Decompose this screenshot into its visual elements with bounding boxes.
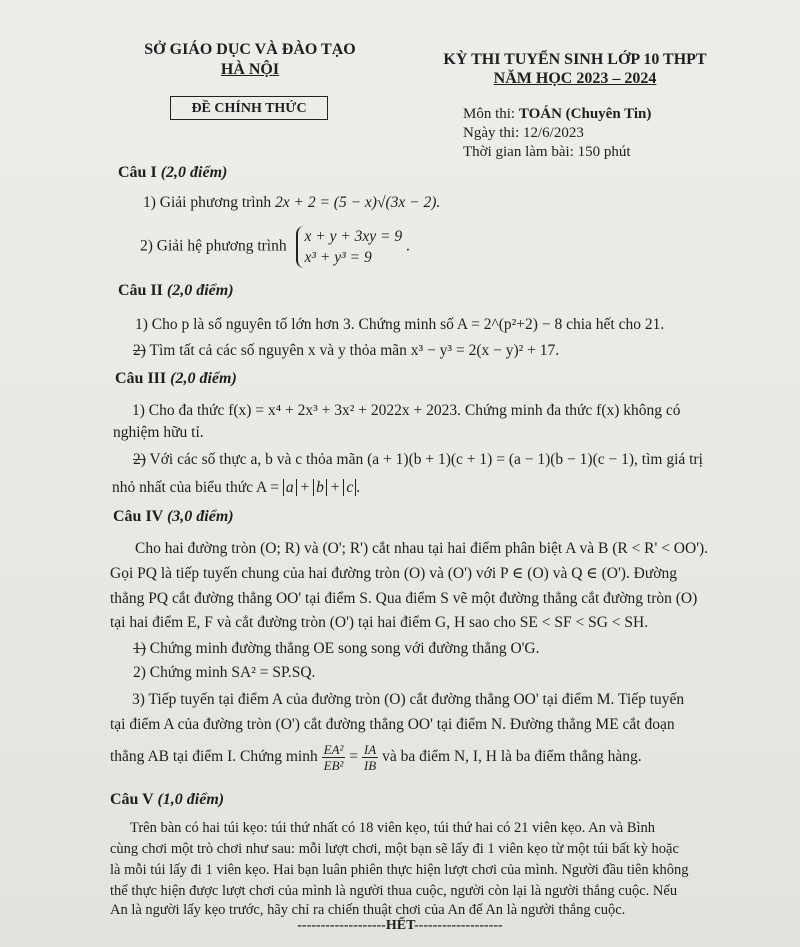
question-3-part-2-cont: nhỏ nhất của biểu thức A = a + b + c . (112, 479, 361, 496)
pencil-mark: 1) (133, 640, 146, 657)
date-line: Ngày thi: 12/6/2023 (463, 125, 584, 141)
question-5-line-1: Trên bàn có hai túi kẹo: túi thứ nhất có 18 viên kẹo, túi thứ hai có 21 viên kẹo. An và Bình (130, 820, 656, 836)
question-4-intro-2: Gọi PQ là tiếp tuyến chung của hai đường tròn (O) và (O') với P ∈ (O) và Q ∈ (O'). Đường (110, 565, 677, 582)
subject-line: Môn thi: TOÁN (Chuyên Tin) (463, 106, 652, 122)
time-line: Thời gian làm bài: 150 phút (463, 144, 631, 160)
question-4-part-2: 2) Chứng minh SA² = SP.SQ. (133, 664, 316, 681)
pencil-mark: 2) (133, 451, 146, 468)
fraction-ia-ib: $\frac{IA}{IB}$ (363, 742, 377, 773)
fraction-ea-eb: $\frac{\text{EA²}}{\text{EB²}}$ (323, 742, 344, 773)
question-5-title: Câu V (1,0 điểm) (110, 791, 225, 808)
question-5-line-4: thể thực hiện được lượt chơi của mình là người thua cuộc, người còn lại là người thắng cuộc. Nếu (110, 883, 678, 899)
question-3-title: Câu III (2,0 điểm) (115, 370, 237, 387)
department-city: HÀ NỘI (220, 61, 280, 78)
question-4-intro-1: Cho hai đường tròn (O; R) và (O'; R') cắt nhau tại hai điểm phân biệt A và B (R < R' < OO'). (135, 540, 709, 557)
question-1-part-1: 1) Giải phương trình 2x + 2 = (5 − x)√(3x − 2). (143, 194, 441, 211)
question-4-part-3: 3) Tiếp tuyến tại điểm A của đường tròn (O) cắt đường thẳng OO' tại điểm M. Tiếp tuyến (132, 691, 685, 708)
question-4-part-3-cont: tại điểm A của đường tròn (O') cắt đường thẳng OO' tại điểm N. Đường thẳng ME cắt đoạn (110, 716, 675, 733)
question-3-part-1-cont: nghiệm hữu tỉ. (113, 424, 204, 441)
exam-title: KỲ THI TUYỂN SINH LỚP 10 THPT (443, 51, 707, 68)
question-1-part-2: 2) Giải hệ phương trình x + y + 3xy = 9 x³ + y³ = 9 . (140, 228, 410, 266)
department-name: SỞ GIÁO DỤC VÀ ĐÀO TẠO (144, 41, 356, 58)
school-year: NĂM HỌC 2023 – 2024 (493, 70, 657, 87)
question-1-title: Câu I (2,0 điểm) (118, 164, 228, 181)
exam-info (463, 105, 651, 162)
official-badge: ĐỀ CHÍNH THỨC (170, 96, 328, 120)
question-2-part-1: 1) Cho p là số nguyên tố lớn hơn 3. Chứng minh số A = 2^(p²+2) − 8 chia hết cho 21. (135, 316, 665, 333)
equation-system: x + y + 3xy = 9 x³ + y³ = 9 (296, 226, 402, 268)
question-2-title: Câu II (2,0 điểm) (118, 282, 234, 299)
question-4-part-1: 1) Chứng minh đường thẳng OE song song với đường thẳng O'G. (133, 640, 540, 657)
pencil-mark: 2) (133, 342, 146, 359)
question-5-line-2: cùng chơi một trò chơi như sau: mỗi lượt chơi, một bạn sẽ lấy đi 1 viên kẹo từ một túi bất kỳ hoặc (110, 841, 679, 857)
end-marker: -------------------HẾT------------------- (297, 918, 503, 933)
question-4-part-3-end: thẳng AB tại điểm I. Chứng minh $\frac{\text{EA²}}{\text{EB²}}$ = $\frac{IA}{IB}$ và ba điểm N, I, H là ba điểm thẳng hàng. (110, 742, 642, 773)
question-4-intro-3: thẳng PQ cắt đường thẳng OO' tại điểm S. Qua điểm S vẽ một đường thẳng cắt đường tròn (O) (110, 590, 698, 607)
equation-1: 2x + 2 = (5 − x)√(3x − 2). (274, 194, 441, 211)
question-3-part-2: 2) Với các số thực a, b và c thỏa mãn (a + 1)(b + 1)(c + 1) = (a − 1)(b − 1)(c − 1), tìm giá trị (133, 451, 703, 468)
question-4-title: Câu IV (3,0 điểm) (113, 508, 234, 525)
department-header (120, 40, 380, 80)
question-5-line-3: là mỗi túi lấy đi 1 viên kẹo. Hai bạn luân phiên thực hiện lượt chơi của mình. Người đầu tiên không (110, 862, 689, 878)
exam-header (410, 50, 740, 88)
question-2-part-2: 2) Tìm tất cả các số nguyên x và y thỏa mãn x³ − y³ = 2(x − y)² + 17. (133, 342, 560, 359)
question-5-line-5: An là người lấy kẹo trước, hãy chỉ ra chiến thuật chơi của An để An là người thắng cuộc. (110, 902, 626, 918)
question-4-intro-4: tại hai điểm E, F và cắt đường tròn (O') tại hai điểm G, H sao cho SE < SF < SG < SH. (110, 614, 649, 631)
subject-value: TOÁN (Chuyên Tin) (518, 106, 652, 122)
question-3-part-1: 1) Cho đa thức f(x) = x⁴ + 2x³ + 3x² + 2022x + 2023. Chứng minh đa thức f(x) không có (132, 402, 681, 419)
